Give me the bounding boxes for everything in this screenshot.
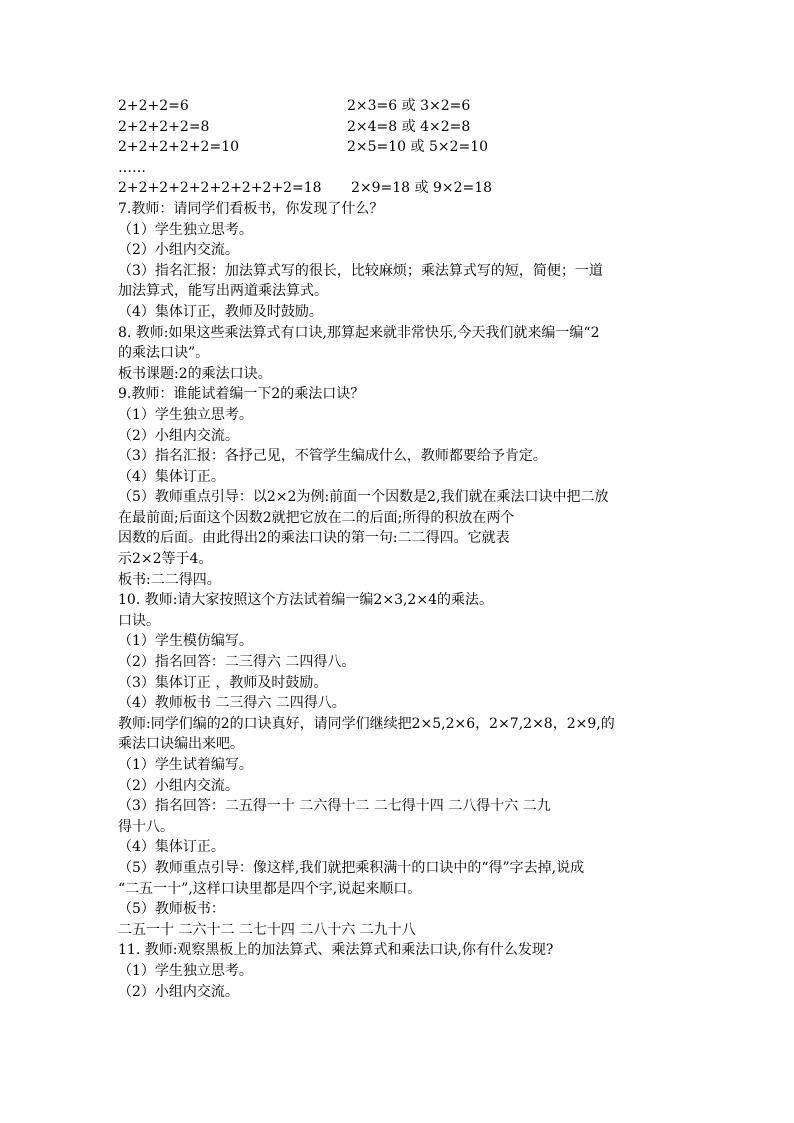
document-page <box>118 96 718 1002</box>
addition-equation: 2+2+2=6 <box>118 98 189 114</box>
text-line: 加法算式，能写出两道乘法算式。 <box>118 283 328 300</box>
multiplication-equation: 2×4=8 或 4×2=8 <box>347 118 471 135</box>
multiplication-equation: 2×3=6 或 3×2=6 <box>347 98 471 114</box>
text-line: 得十八。 <box>118 818 174 835</box>
text-line: 乘法口诀编出来吧。 <box>118 736 244 753</box>
text-line: （5）教师重点引导：以2×2为例:前面一个因数是2,我们就在乘法口诀中把二放 <box>118 489 609 506</box>
text-line: （1）学生试着编写。 <box>118 757 253 773</box>
text-line: （4）集体订正。 <box>118 839 225 856</box>
text-line: （2）小组内交流。 <box>118 427 239 444</box>
multiplication-equation: 2×9=18 或 9×2=18 <box>351 180 493 197</box>
equation-row <box>118 96 718 117</box>
text-line: （2）小组内交流。 <box>118 777 239 794</box>
text-line: 因数的后面。由此得出2的乘法口诀的第一句:二二得四。它就表 <box>118 530 510 547</box>
text-line: 示2×2等于4。 <box>118 551 213 568</box>
addition-equation: 2+2+2+2+2=10 <box>118 139 240 156</box>
text-line: 7.教师：请同学们看板书，你发现了什么？ <box>118 200 384 217</box>
text-line: 9.教师：谁能试着编一下2的乘法口诀？ <box>118 386 365 403</box>
text-line: （3）集体订正 ，教师及时鼓励。 <box>118 674 328 691</box>
text-line: 教师:同学们编的2的口诀真好，请同学们继续把2×5,2×6，2×7,2×8，2×9,的 <box>118 715 615 732</box>
text-line: （2）小组内交流。 <box>118 242 239 259</box>
text-line: “二五一十”,这样口诀里都是四个字,说起来顺口。 <box>118 880 422 897</box>
text-line: 在最前面;后面这个因数2就把它放在二的后面;所得的积放在两个 <box>118 509 515 526</box>
addition-equation: 2+2+2+2+2+2+2+2+2=18 <box>118 180 322 197</box>
multiplication-equation: 2×5=10 或 5×2=10 <box>347 139 489 156</box>
text-line: 11. 教师:观察黑板上的加法算式、乘法算式和乘法口诀,你有什么发现? <box>118 942 554 959</box>
text-line: （5）教师板书： <box>118 901 225 918</box>
text-line: 二五一十 二六十二 二七十四 二八十六 二九十八 <box>118 921 416 938</box>
equation-row <box>118 117 718 138</box>
addition-equation: …… <box>118 159 146 176</box>
text-line: （4）集体订正。 <box>118 468 225 485</box>
text-line: （3）指名汇报：加法算式写的很长，比较麻烦；乘法算式写的短，简便；一道 <box>118 262 603 279</box>
text-line: 板书:二二得四。 <box>118 571 221 588</box>
text-line: 板书课题:2的乘法口诀。 <box>118 365 272 382</box>
lesson-text <box>118 199 718 1002</box>
text-line: （2）小组内交流。 <box>118 983 239 1000</box>
text-line: 8. 教师:如果这些乘法算式有口诀,那算起来就非常快乐,今天我们就来编一编“2 <box>118 324 600 341</box>
addition-equation: 2+2+2+2=8 <box>118 118 210 135</box>
text-line: （1）学生模仿编写。 <box>118 633 253 650</box>
text-line: （1）学生独立思考。 <box>118 962 253 979</box>
equation-list <box>118 96 718 199</box>
text-line: 10. 教师:请大家按照这个方法试着编一编2×3,2×4的乘法。 <box>118 592 493 609</box>
text-line: （3）指名汇报：各抒己见，不管学生编成什么，教师都要给予肯定。 <box>118 448 547 465</box>
text-line: 口诀。 <box>118 612 160 629</box>
text-line: （4）教师板书 二三得六 二四得八。 <box>118 695 346 712</box>
text-line: （4）集体订正，教师及时鼓励。 <box>118 303 323 320</box>
equation-row <box>118 137 718 158</box>
text-line: （2）指名回答：二三得六 二四得八。 <box>118 654 356 671</box>
text-line: （5）教师重点引导：像这样,我们就把乘积满十的口诀中的“得”字去掉,说成 <box>118 859 585 876</box>
text-line: （1）学生独立思考。 <box>118 221 253 238</box>
text-line: （1）学生独立思考。 <box>118 406 253 423</box>
text-line: （3）指名回答：二五得一十 二六得十二 二七得十四 二八得十六 二九 <box>118 798 551 815</box>
equation-row <box>118 158 718 179</box>
text-line: 的乘法口诀”。 <box>118 345 210 362</box>
equation-row <box>118 178 718 199</box>
